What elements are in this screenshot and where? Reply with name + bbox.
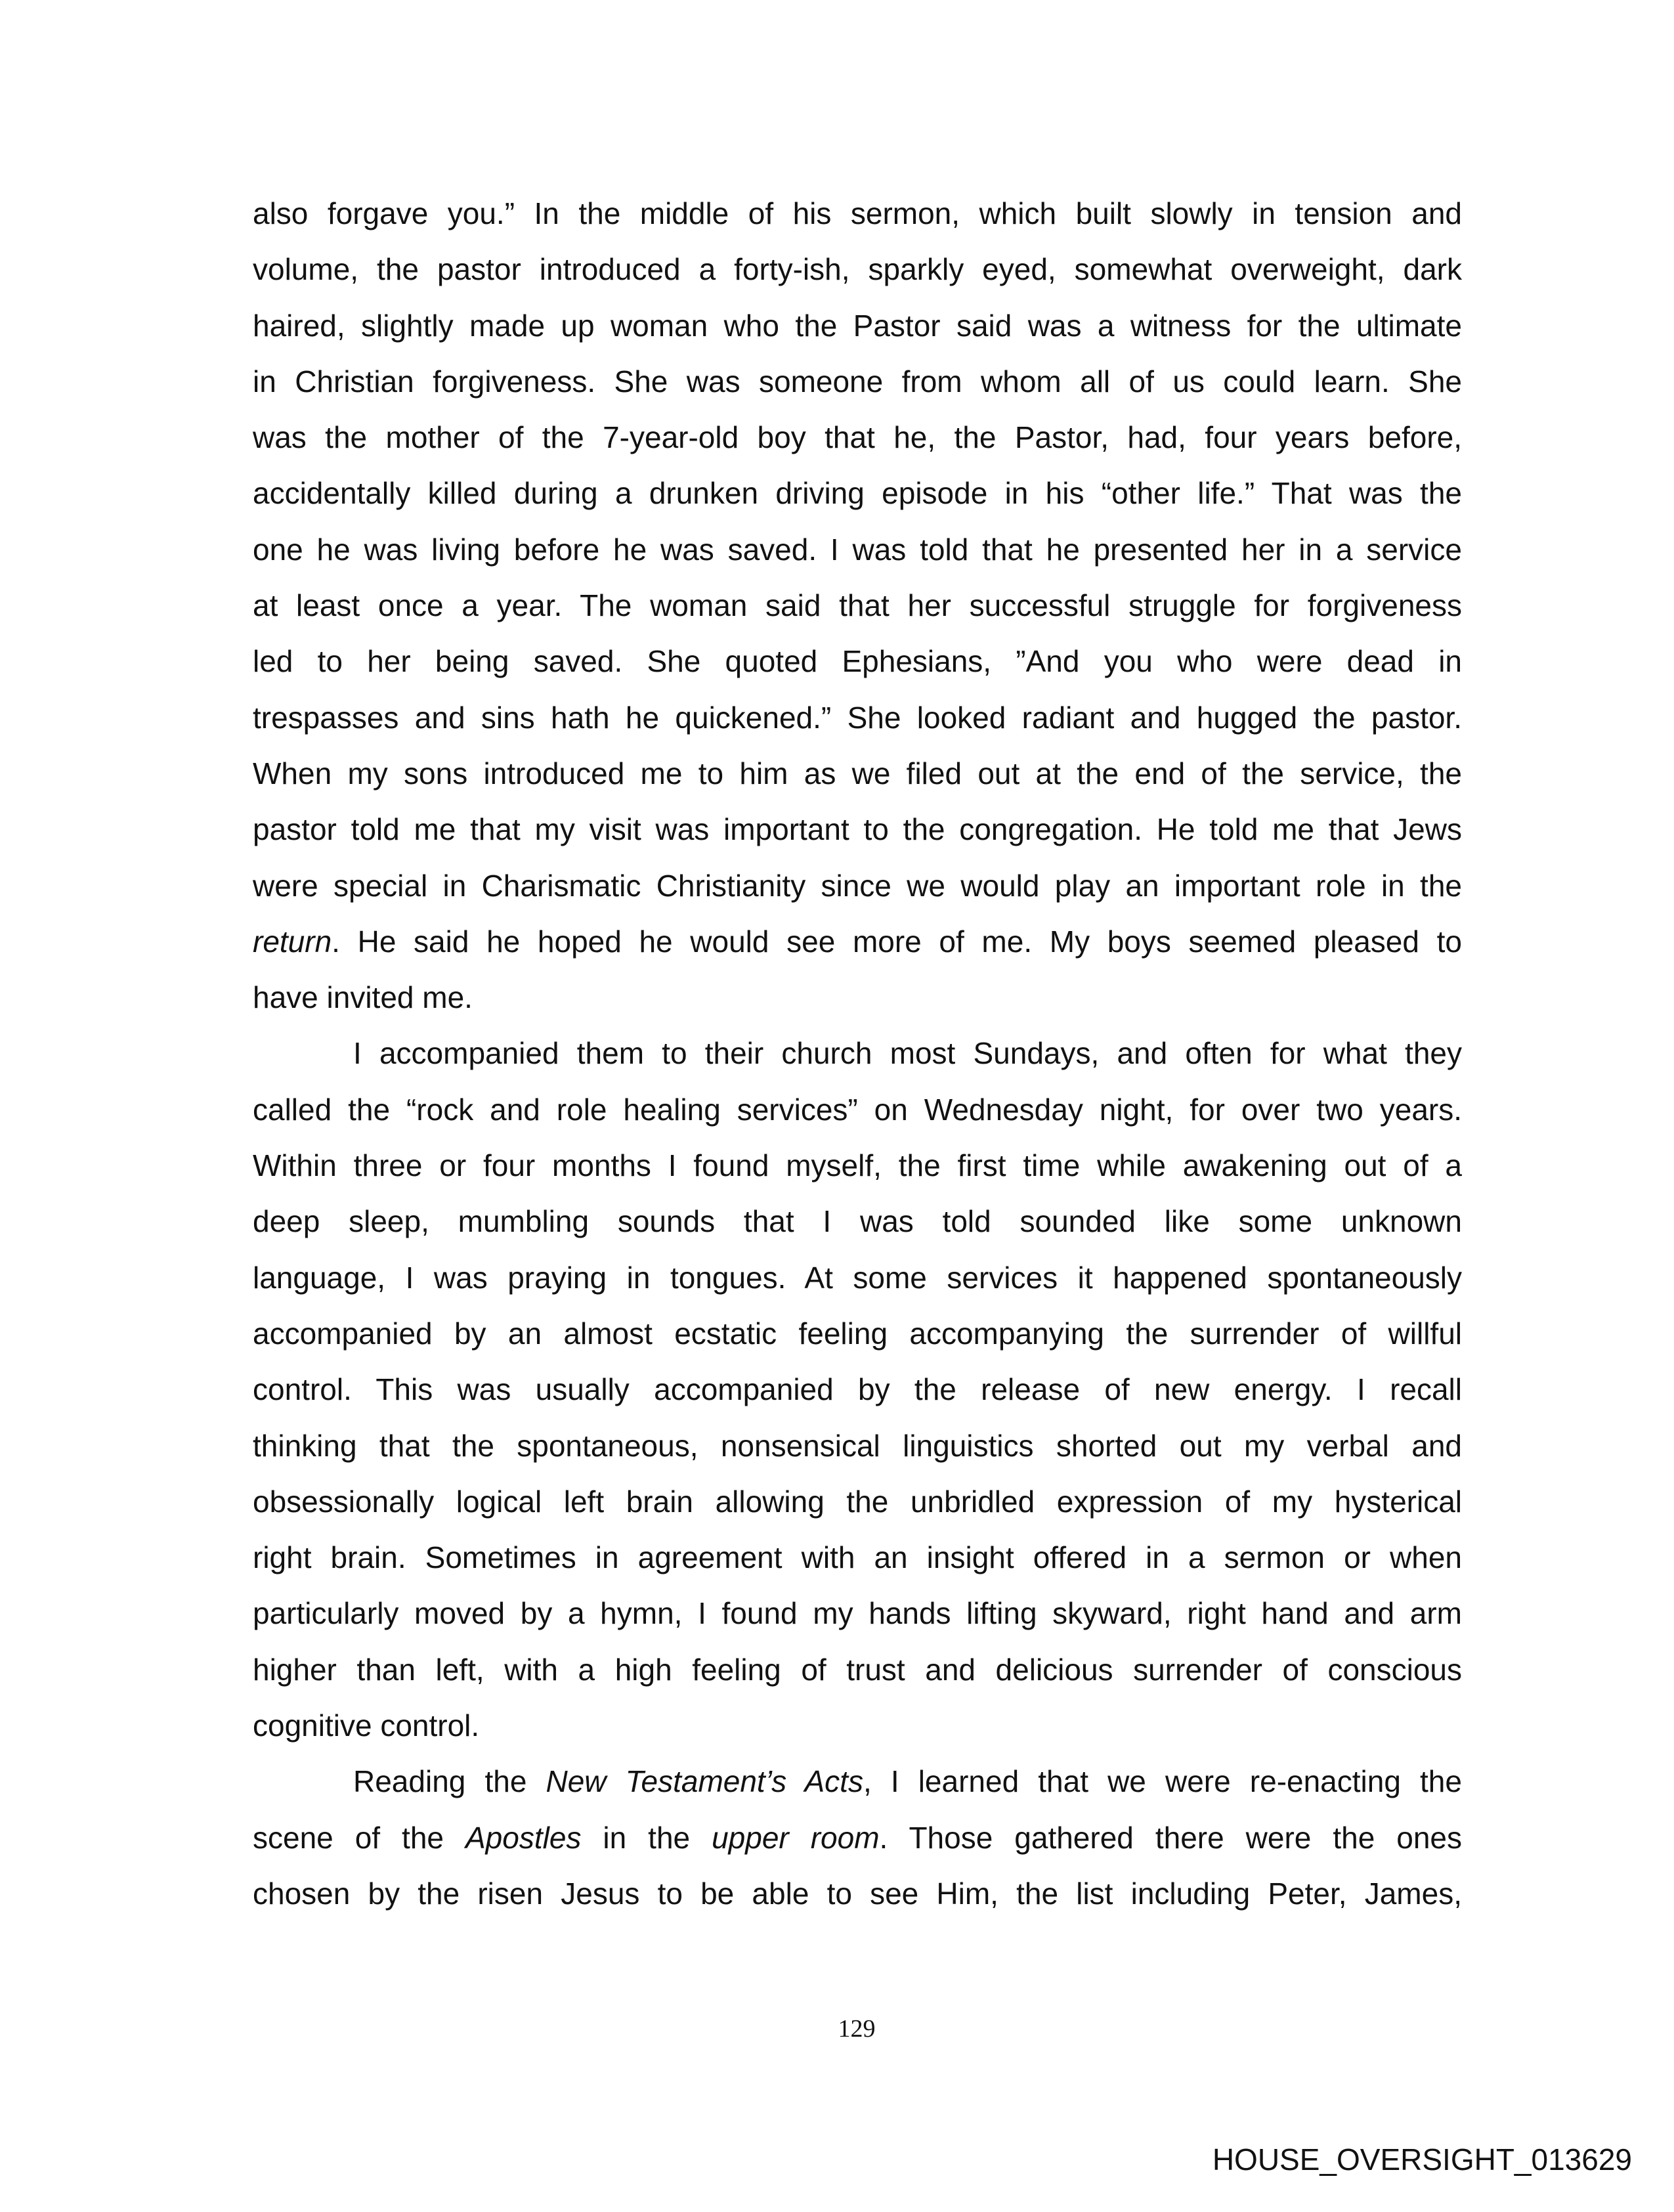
text-segment: thinking that the spontaneous, nonsensical linguistics shorted out my verbal and: [253, 1428, 1462, 1463]
text-segment: accompanied by an almost ecstatic feeling accompanying the surrender of willful: [253, 1316, 1462, 1351]
paragraph: [253, 1026, 1462, 1754]
text-line: [253, 914, 1462, 970]
text-line: [253, 1362, 1462, 1418]
text-segment: Within three or four months I found myself, the first time while awakening out of a: [253, 1148, 1462, 1183]
text-line: [253, 858, 1462, 914]
text-line: [253, 746, 1462, 802]
italic-text: Apostles: [465, 1820, 582, 1855]
text-line: [253, 1586, 1462, 1641]
text-segment: language, I was praying in tongues. At some services it happened spontaneously: [253, 1260, 1462, 1295]
text-segment: pastor told me that my visit was important to the congregation. He told me that Jews: [253, 812, 1462, 847]
text-segment: accidentally killed during a drunken driving episode in his “other life.” That was the: [253, 476, 1462, 511]
text-line: [253, 1026, 1462, 1081]
text-line: [253, 186, 1462, 242]
text-segment: scene of the: [253, 1820, 465, 1855]
italic-text: return: [253, 924, 332, 959]
text-segment: particularly moved by a hymn, I found my hands lifting skyward, right hand and arm: [253, 1596, 1462, 1631]
text-segment: right brain. Sometimes in agreement with an insight offered in a sermon or when: [253, 1540, 1462, 1575]
text-segment: I accompanied them to their church most Sundays, and often for what they: [353, 1036, 1462, 1071]
text-line: [253, 1754, 1462, 1810]
italic-text: New Testament’s Acts: [546, 1764, 863, 1799]
text-segment: have invited me.: [253, 980, 473, 1015]
text-segment: chosen by the risen Jesus to be able to see Him, the list including Peter, James,: [253, 1876, 1462, 1911]
text-segment: When my sons introduced me to him as we filed out at the end of the service, the: [253, 756, 1462, 791]
text-line: [253, 466, 1462, 521]
text-segment: was the mother of the 7-year-old boy that he, the Pastor, had, four years before,: [253, 420, 1462, 455]
text-line: [253, 1642, 1462, 1698]
text-segment: obsessionally logical left brain allowing the unbridled expression of my hysterical: [253, 1484, 1462, 1519]
text-segment: at least once a year. The woman said that her successful struggle for forgiveness: [253, 588, 1462, 623]
text-segment: haired, slightly made up woman who the Pastor said was a witness for the ultimate: [253, 308, 1462, 343]
text-line: [253, 802, 1462, 857]
text-segment: deep sleep, mumbling sounds that I was told sounded like some unknown: [253, 1204, 1462, 1239]
text-segment: . He said he hoped he would see more of me. My boys seemed pleased to: [332, 924, 1462, 959]
text-line: [253, 1306, 1462, 1362]
text-line: [253, 1194, 1462, 1249]
paragraph: [253, 1754, 1462, 1922]
italic-text: upper room: [712, 1820, 880, 1855]
text-segment: called the “rock and role healing services” on Wednesday night, for over two years.: [253, 1092, 1462, 1127]
text-line: [253, 1810, 1462, 1866]
text-segment: control. This was usually accompanied by the release of new energy. I recall: [253, 1372, 1462, 1407]
text-line: [253, 690, 1462, 746]
text-segment: were special in Charismatic Christianity since we would play an important role in the: [253, 868, 1462, 903]
text-line: [253, 1866, 1462, 1922]
page-number: 129: [838, 2015, 876, 2043]
text-segment: volume, the pastor introduced a forty-ish, sparkly eyed, somewhat overweight, dark: [253, 252, 1462, 287]
text-segment: in Christian forgiveness. She was someone from whom all of us could learn. She: [253, 364, 1462, 399]
text-segment: cognitive control.: [253, 1708, 480, 1743]
text-segment: one he was living before he was saved. I was told that he presented her in a service: [253, 532, 1462, 567]
text-line: [253, 970, 1462, 1026]
text-line: [253, 1698, 1462, 1754]
text-segment: also forgave you.” In the middle of his sermon, which built slowly in tension and: [253, 196, 1462, 230]
text-line: [253, 578, 1462, 634]
paragraph: [253, 186, 1462, 1026]
text-line: [253, 1474, 1462, 1530]
text-line: [253, 410, 1462, 466]
text-line: [253, 1082, 1462, 1138]
text-line: [253, 298, 1462, 354]
text-line: [253, 242, 1462, 297]
text-line: [253, 634, 1462, 689]
text-segment: . Those gathered there were the ones: [879, 1820, 1463, 1855]
text-line: [253, 1530, 1462, 1586]
text-segment: , I learned that we were re-enacting the: [863, 1764, 1462, 1799]
text-segment: higher than left, with a high feeling of trust and delicious surrender of conscious: [253, 1652, 1462, 1687]
text-segment: in the: [581, 1820, 712, 1855]
text-line: [253, 1418, 1462, 1474]
text-line: [253, 1250, 1462, 1306]
text-line: [253, 522, 1462, 578]
text-segment: Reading the: [353, 1764, 546, 1799]
bates-stamp: HOUSE_OVERSIGHT_013629: [1212, 2142, 1632, 2177]
body-text: [253, 186, 1462, 1922]
text-segment: led to her being saved. She quoted Ephesians, ”And you who were dead in: [253, 644, 1462, 679]
text-line: [253, 1138, 1462, 1194]
text-segment: trespasses and sins hath he quickened.” She looked radiant and hugged the pastor.: [253, 700, 1462, 735]
text-line: [253, 354, 1462, 410]
